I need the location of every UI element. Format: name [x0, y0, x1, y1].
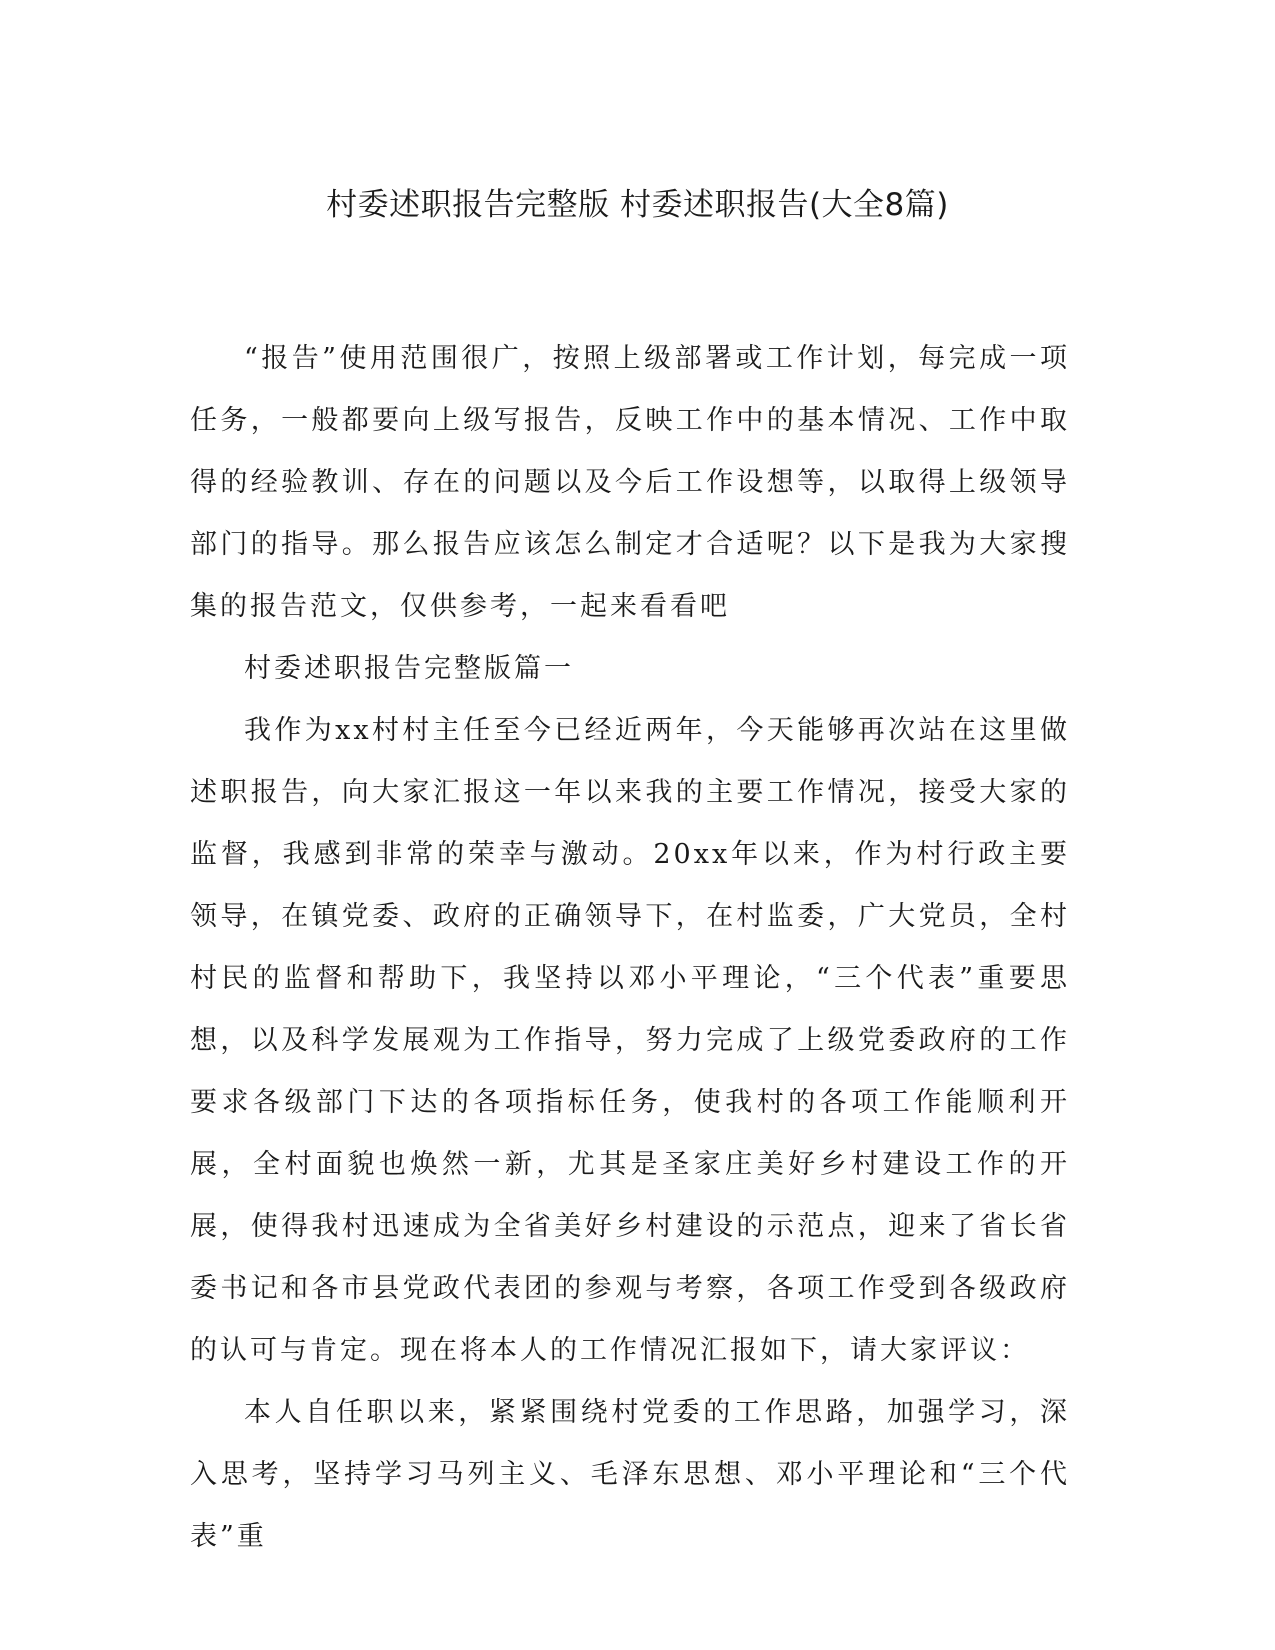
section-heading: 村委述职报告完整版篇一 — [244, 653, 574, 684]
body-paragraph-2: 本人自任职以来，紧紧围绕村党委的工作思路，加强学习，深入思考，坚持学习马列主义、毛泽东思想、邓小平理论和“三个代表”重 — [190, 1397, 1070, 1552]
body-paragraph-1: 我作为xx村村主任至今已经近两年，今天能够再次站在这里做述职报告，向大家汇报这一年以来我的主要工作情况，接受大家的监督，我感到非常的荣幸与激动。20xx年以来，作为村行政主要领导，在镇党委、政府的正确领导下，在村监委，广大党员，全村村民的监督和帮助下，我坚持以邓小平理论，“三个代表”重要思想，以及科学发展观为工作指导，努力完成了上级党委政府的工作要求各级部门下达的各项指标任务，使我村的各项工作能顺利开展，全村面貌也焕然一新，尤其是圣家庄美好乡村建设工作的开展，使得我村迅速成为全省美好乡村建设的示范点，迎来了省长省委书记和各市县党政代表团的参观与考察，各项工作受到各级政府的认可与肯定。现在将本人的工作情况汇报如下，请大家评议： — [190, 715, 1070, 1366]
document-title: 村委述职报告完整版 村委述职报告(大全8篇) — [326, 187, 949, 223]
document-body — [190, 328, 1070, 1568]
intro-paragraph: “报告”使用范围很广，按照上级部署或工作计划，每完成一项任务，一般都要向上级写报告，反映工作中的基本情况、工作中取得的经验教训、存在的问题以及今后工作设想等，以取得上级领导部门的指导。那么报告应该怎么制定才合适呢？以下是我为大家搜集的报告范文，仅供参考，一起来看看吧 — [190, 343, 1070, 622]
